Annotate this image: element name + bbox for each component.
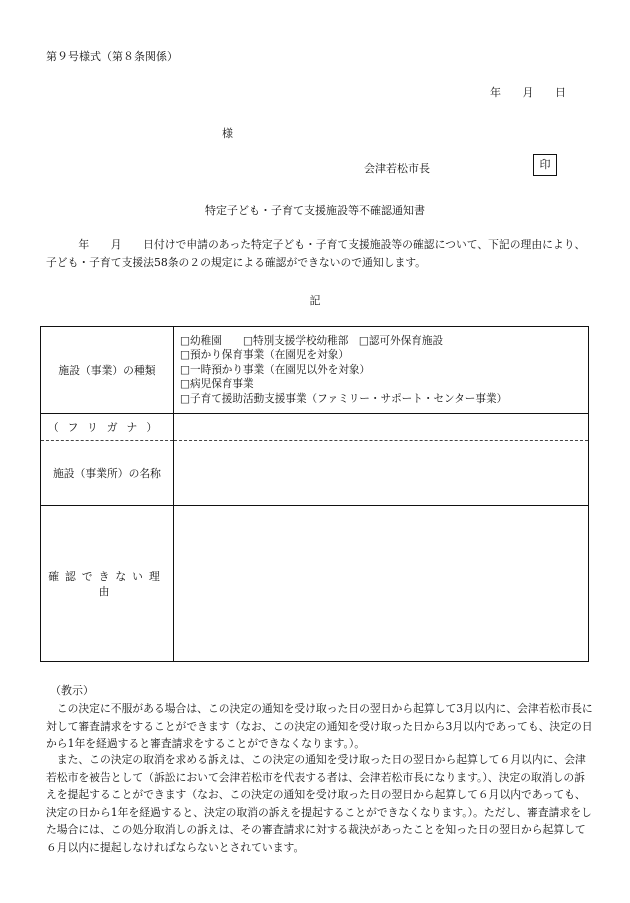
- reason-label: 確認できない理由: [41, 506, 174, 662]
- addressee-suffix: 様: [222, 127, 233, 140]
- facility-table: [40, 326, 589, 662]
- row-facility-name: [41, 441, 589, 506]
- notes-paragraph-2: また、この決定の取消を求める訴えは、この決定の通知を受け取った日の翌日から起算して６月以内に、会津若松市を被告として（訴訟において会津若松市を代表する者は、会津若松市長になります。）、決定の取消しの訴えを提起することができます（なお、この決定の通知を受け取った日の翌日から起算して６月以内であっても、決定の日から1年を経過すると、決定の取消の訴えを提起することができなくなります。）。ただし、審査請求をした場合には、この処分取消しの訴えは、その審査請求に対する裁決があったことを知った日の翌日から起算して６月以内に提起しなければならないとされています。: [46, 753, 592, 854]
- row-furigana: [41, 414, 589, 441]
- body-paragraph: 年 月 日付けで申請のあった特定子ども・子育て支援施設等の確認について、下記の理由により、子ども・子育て支援法58条の２の規定による確認ができないので通知します。: [46, 238, 586, 269]
- issuer-name: 会津若松市長: [364, 162, 430, 175]
- facility-type-label: 施設（事業）の種類: [41, 327, 174, 414]
- furigana-label: （フリガナ）: [41, 414, 174, 441]
- facility-type-options: [174, 327, 589, 414]
- facility-type-option[interactable]: □一時預かり事業（在園児以外を対象）: [180, 363, 371, 376]
- date-line: 年 月 日: [490, 86, 566, 99]
- reason-field[interactable]: [174, 506, 589, 662]
- facility-type-option[interactable]: □病児保育事業: [180, 378, 254, 391]
- furigana-field[interactable]: [174, 414, 589, 441]
- form-number: 第９号様式（第８条関係）: [46, 50, 178, 63]
- row-reason: [41, 506, 589, 662]
- facility-type-option[interactable]: □子育て援助活動支援事業（ファミリー・サポート・センター事業）: [180, 392, 508, 405]
- seal-box: 印: [533, 154, 557, 176]
- notes-paragraph-1: この決定に不服がある場合は、この決定の通知を受け取った日の翌日から起算して3月以内に、会津若松市長に対して審査請求をすることができます（なお、この決定の通知を受け取った日から3月以内であっても、決定の日から1年を経過すると審査請求をすることができなくなります。）。: [46, 702, 593, 750]
- facility-type-option[interactable]: □幼稚園 □特別支援学校幼稚部 □認可外保育施設: [180, 334, 444, 347]
- facility-type-option[interactable]: □預かり保育事業（在園児を対象）: [180, 349, 349, 362]
- facility-name-field[interactable]: [174, 441, 589, 506]
- notes-title: （教示）: [50, 684, 94, 697]
- document-title: 特定子ども・子育て支援施設等不確認通知書: [205, 204, 425, 217]
- row-facility-type: [41, 327, 589, 414]
- facility-name-label: 施設（事業所）の名称: [41, 441, 174, 506]
- ki-heading: 記: [309, 294, 321, 307]
